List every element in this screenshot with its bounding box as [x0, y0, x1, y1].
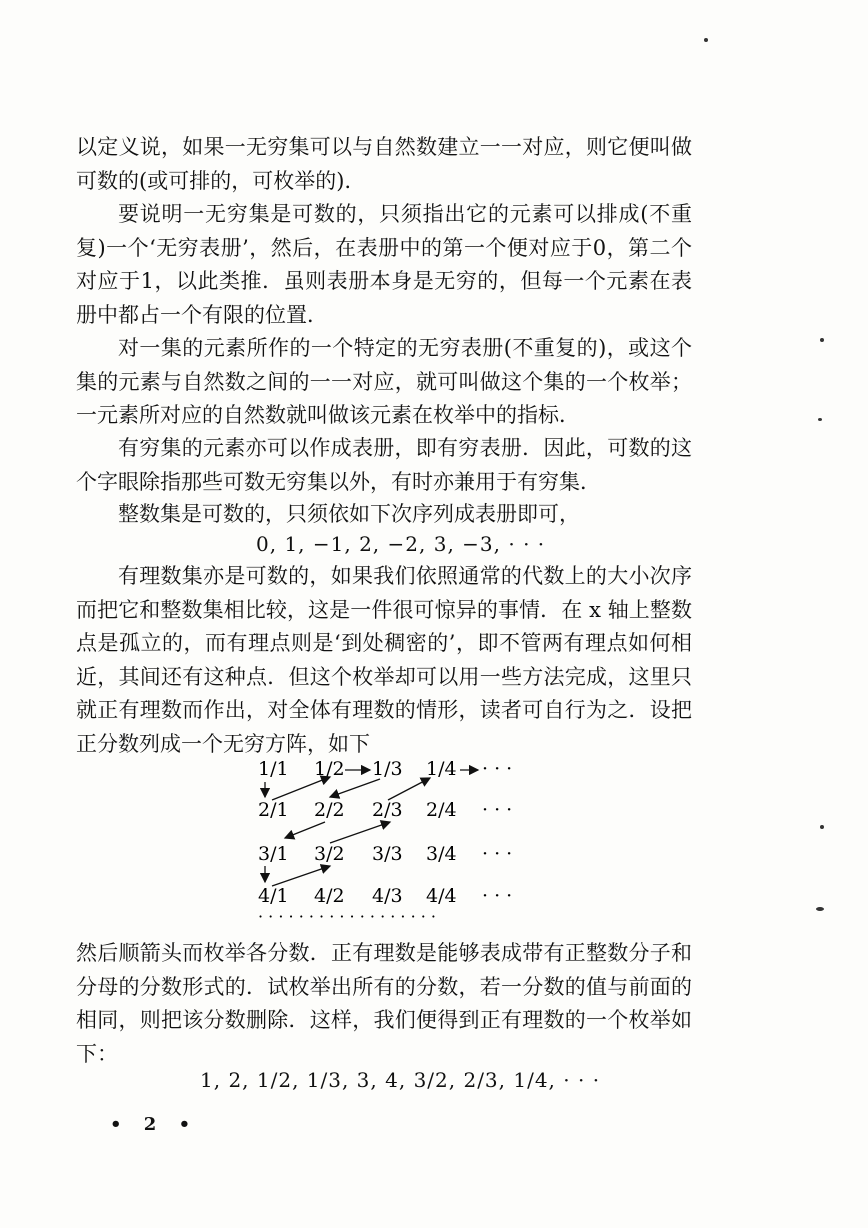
scan-speck	[818, 418, 822, 421]
row-4-ellipsis: · · ·	[482, 885, 513, 907]
arrow-diag-up-2	[388, 778, 430, 800]
paragraph-enumeration: 对一集的元素所作的一个特定的无穷表册(不重复的)，或这个集的元素与自然数之间的一一对应，就可叫做这个集的一个枚举；一元素所对应的自然数就叫做该元素在枚举中的指标．	[76, 336, 692, 427]
arrow-diag-up-1	[272, 777, 330, 800]
cell-2-2: 2/2	[314, 799, 345, 821]
cell-2-3: 2/3	[372, 799, 403, 821]
arrow-diag-up-4	[272, 866, 330, 886]
paragraph-enumeration-rule: 然后顺箭头而枚举各分数．正有理数是能够表成带有正整数分子和分母的分数形式的．试枚举出所有的分数，若一分数的值与前面的相同，则把该分数删除．这样，我们便得到正有理数的一个枚举如下：	[76, 941, 692, 1066]
diagonal-arrows	[265, 770, 478, 886]
paragraph-finite-sets: 有穷集的元素亦可以作成表册，即有穷表册．因此，可数的这个字眼除指那些可数无穷集以外，有时亦兼用于有穷集．	[76, 436, 692, 494]
matrix-bottom-dots: · · · · · · · · · · · · · · · · · ·	[258, 907, 437, 926]
paragraph-integers: 整数集是可数的，只须依如下次序列成表册即可，	[118, 502, 580, 526]
cell-3-2: 3/2	[314, 843, 345, 865]
cell-4-1: 4/1	[258, 885, 289, 907]
cell-1-1: 1/1	[258, 758, 289, 780]
paragraph-rationals: 有理数集亦是可数的，如果我们依照通常的代数上的大小次序而把它和整数集相比较，这是一件很可惊异的事情．在 x 轴上整数点是孤立的，而有理点则是‘到处稠密的’，即不管两有理点如何相近，其间还有这种点．但这个枚举却可以用一些方法完成，这里只就正有理数而作出，对全体有理数的情形，读者可自行为之．设把正分数列成一个无穷方阵，如下	[76, 564, 692, 756]
integer-sequence: 0, 1, −1, 2, −2, 3, −3, · · ·	[256, 532, 546, 556]
cell-1-4: 1/4	[426, 758, 457, 780]
scan-speck	[820, 825, 824, 829]
arrow-diag-down-2	[285, 822, 325, 838]
rational-sequence: 1, 2, 1/2, 1/3, 3, 4, 3/2, 2/3, 1/4, · · ·	[200, 1068, 601, 1092]
cell-1-3: 1/3	[372, 758, 403, 780]
row-3-ellipsis: · · ·	[482, 843, 513, 865]
arrow-diag-down-1	[330, 779, 380, 797]
scan-speck	[816, 907, 824, 911]
cell-3-4: 3/4	[426, 843, 457, 865]
cell-3-3: 3/3	[372, 843, 403, 865]
paragraph-countable-explanation: 要说明一无穷集是可数的，只须指出它的元素可以排成(不重复)一个‘无穷表册’，然后，在表册中的第一个便对应于0，第二个对应于1，以此类推．虽则表册本身是无穷的，但每一个元素在表册中都占一个有限的位置．	[76, 202, 692, 327]
cell-4-2: 4/2	[314, 885, 345, 907]
cell-4-4: 4/4	[426, 885, 457, 907]
scan-speck	[704, 38, 708, 42]
cell-4-3: 4/3	[372, 885, 403, 907]
cell-3-1: 3/1	[258, 843, 289, 865]
cell-2-4: 2/4	[426, 799, 457, 821]
page-number: • 2 •	[110, 1114, 199, 1135]
scan-speck	[820, 338, 824, 342]
row-1-ellipsis: · · ·	[482, 758, 513, 780]
paragraph-definition: 以定义说，如果一无穷集可以与自然数建立一一对应，则它便叫做可数的(或可排的，可枚举的).	[76, 135, 692, 193]
cell-2-1: 2/1	[258, 799, 289, 821]
arrow-diag-up-3	[330, 822, 390, 843]
cell-1-2: 1/2	[314, 758, 345, 780]
row-2-ellipsis: · · ·	[482, 799, 513, 821]
